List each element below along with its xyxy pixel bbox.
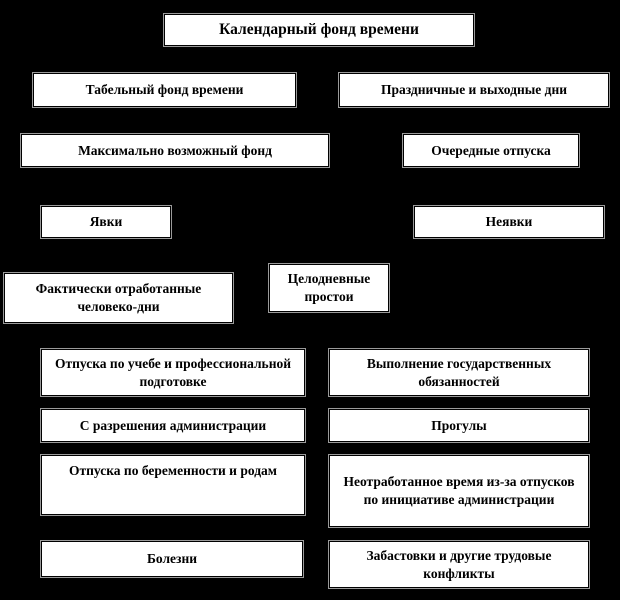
node-non-attendances-label: Неявки bbox=[485, 214, 533, 230]
node-study-leave-label: Отпуска по учебе и профессиональной подготовке bbox=[55, 355, 291, 389]
node-fullday-idle bbox=[268, 263, 390, 313]
node-strikes-conflicts bbox=[328, 540, 590, 589]
node-unworked-admin-leave bbox=[328, 454, 590, 528]
node-state-duties bbox=[328, 348, 590, 397]
node-non-attendances bbox=[413, 205, 605, 239]
node-study-leave bbox=[40, 348, 306, 397]
node-illness bbox=[40, 540, 304, 578]
node-holidays-weekends-label: Праздничные и выходные дни bbox=[380, 82, 568, 98]
node-max-possible-fund bbox=[20, 133, 330, 168]
node-admin-permission-label: С разрешения администрации bbox=[79, 417, 267, 433]
node-maternity-leave-label: Отпуска по беременности и родам bbox=[69, 463, 277, 478]
node-actually-worked-mandays bbox=[3, 272, 234, 324]
node-truancy bbox=[328, 408, 590, 443]
node-regular-vacations bbox=[402, 133, 580, 168]
node-tabel-fund bbox=[32, 72, 297, 108]
node-attendances bbox=[40, 205, 172, 239]
node-strikes-conflicts-label: Забастовки и другие трудовые конфликты bbox=[366, 547, 552, 581]
node-max-possible-fund-label: Максимально возможный фонд bbox=[78, 142, 272, 158]
node-attendances-label: Явки bbox=[89, 214, 123, 230]
node-unworked-admin-leave-label: Неотработанное время из-за отпусков по инициативе администрации bbox=[343, 474, 575, 507]
node-calendar-fund bbox=[163, 13, 475, 47]
node-holidays-weekends bbox=[338, 72, 610, 108]
node-calendar-fund-label: Календарный фонд времени bbox=[219, 20, 419, 38]
node-maternity-leave bbox=[40, 454, 306, 516]
node-truancy-label: Прогулы bbox=[431, 417, 487, 433]
node-regular-vacations-label: Очередные отпуска bbox=[431, 142, 551, 158]
node-illness-label: Болезни bbox=[146, 551, 198, 567]
node-tabel-fund-label: Табельный фонд времени bbox=[85, 82, 244, 98]
node-state-duties-label: Выполнение государственных обязанностей bbox=[366, 355, 552, 389]
node-actually-worked-mandays-label: Фактически отработанные человеко-дни bbox=[35, 281, 202, 314]
node-fullday-idle-label: Целодневные простои bbox=[287, 271, 371, 304]
node-admin-permission bbox=[40, 408, 306, 443]
